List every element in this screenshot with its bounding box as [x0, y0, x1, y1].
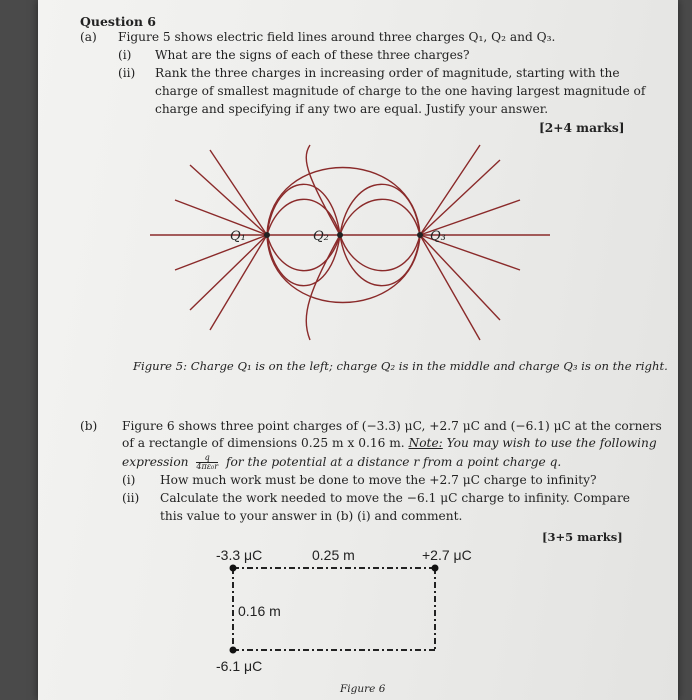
field-line: [267, 235, 340, 286]
q1-label: Q₁: [230, 229, 246, 244]
field-line: [267, 199, 340, 235]
charge-q3-dot: [417, 232, 423, 238]
q3-label: Q₃: [430, 229, 446, 244]
part-a-ii-line1: Rank the three charges in increasing order of magnitude, starting with the: [155, 66, 620, 80]
field-line: [190, 165, 267, 235]
q2-label: Q₂: [313, 229, 329, 244]
part-b-label: (b): [80, 419, 98, 433]
part-a-marks: [2+4 marks]: [539, 121, 625, 135]
field-line: [340, 235, 420, 286]
field-line: [420, 235, 480, 340]
part-a-ii-line2: charge of smallest magnitude of charge to the one having largest magnitude of: [155, 84, 646, 98]
field-line: [210, 150, 267, 235]
fraction-denominator: 4πε₀r: [196, 462, 219, 471]
part-b-line1: Figure 6 shows three point charges of (−3.3) μC, +2.7 μC and (−6.1) μC at the corners: [122, 419, 662, 433]
charge-bl-dot: [230, 647, 237, 654]
field-line: [175, 200, 267, 235]
charge-q2-dot: [337, 232, 343, 238]
part-b-ii-line1: Calculate the work needed to move the −6.1 μC charge to infinity. Compare: [160, 491, 630, 505]
charge-top-left-label: -3.3 μC: [216, 547, 263, 563]
part-a-i-label: (i): [118, 48, 132, 62]
part-b-marks: [3+5 marks]: [542, 530, 623, 544]
part-b-line2-post: You may wish to use the following: [446, 436, 657, 450]
figure-5-caption: Figure 5: Charge Q₁ is on the left; charge Q₂ is in the middle and charge Q₃ is on the right.: [133, 359, 668, 373]
field-line: [420, 145, 480, 235]
part-a-i-text: What are the signs of each of these three charges?: [155, 48, 470, 62]
field-line: [420, 160, 500, 235]
field-line: [340, 235, 420, 271]
charge-tl-dot: [230, 565, 237, 572]
charge-tr-dot: [432, 565, 439, 572]
field-line: [340, 199, 420, 235]
field-line: [267, 168, 420, 236]
part-b-i-text: How much work must be done to move the +2.7 μC charge to infinity?: [160, 473, 597, 487]
part-a-intro: Figure 5 shows electric field lines around three charges Q₁, Q₂ and Q₃.: [118, 30, 556, 44]
question-title: Question 6: [80, 14, 156, 29]
charge-q1-dot: [264, 232, 270, 238]
part-b-line2: [122, 436, 657, 450]
part-b-ii-label: (ii): [122, 491, 140, 505]
potential-fraction: [196, 454, 218, 471]
figure-5-field-lines: [150, 140, 550, 350]
part-b-i-label: (i): [122, 473, 136, 487]
field-line: [267, 235, 420, 303]
part-b-line3-post: for the potential at a distance r from a point charge q.: [225, 455, 562, 469]
field-line: [267, 235, 340, 271]
part-b-line3-pre: expression: [122, 455, 189, 469]
charge-bottom-left-label: -6.1 μC: [216, 658, 263, 674]
field-line: [420, 235, 500, 320]
part-b-ii-line2: this value to your answer in (b) (i) and comment.: [160, 509, 463, 523]
fraction-numerator: q: [196, 454, 218, 463]
field-line: [175, 235, 267, 270]
field-line: [306, 235, 340, 340]
charge-top-right-label: +2.7 μC: [422, 547, 472, 563]
part-b-line3: [122, 454, 561, 471]
field-line: [267, 184, 340, 235]
part-a-ii-line3: charge and specifying if any two are equal. Justify your answer.: [155, 102, 549, 116]
part-a-ii-label: (ii): [118, 66, 136, 80]
field-line: [340, 184, 420, 235]
part-a-label: (a): [80, 30, 97, 44]
figure-6-caption: Figure 6: [340, 683, 386, 695]
part-b-note: Note:: [408, 436, 443, 450]
width-label: 0.25 m: [312, 547, 355, 563]
part-b-line2-pre: of a rectangle of dimensions 0.25 m x 0.16 m.: [122, 436, 405, 450]
height-label: 0.16 m: [238, 603, 281, 619]
